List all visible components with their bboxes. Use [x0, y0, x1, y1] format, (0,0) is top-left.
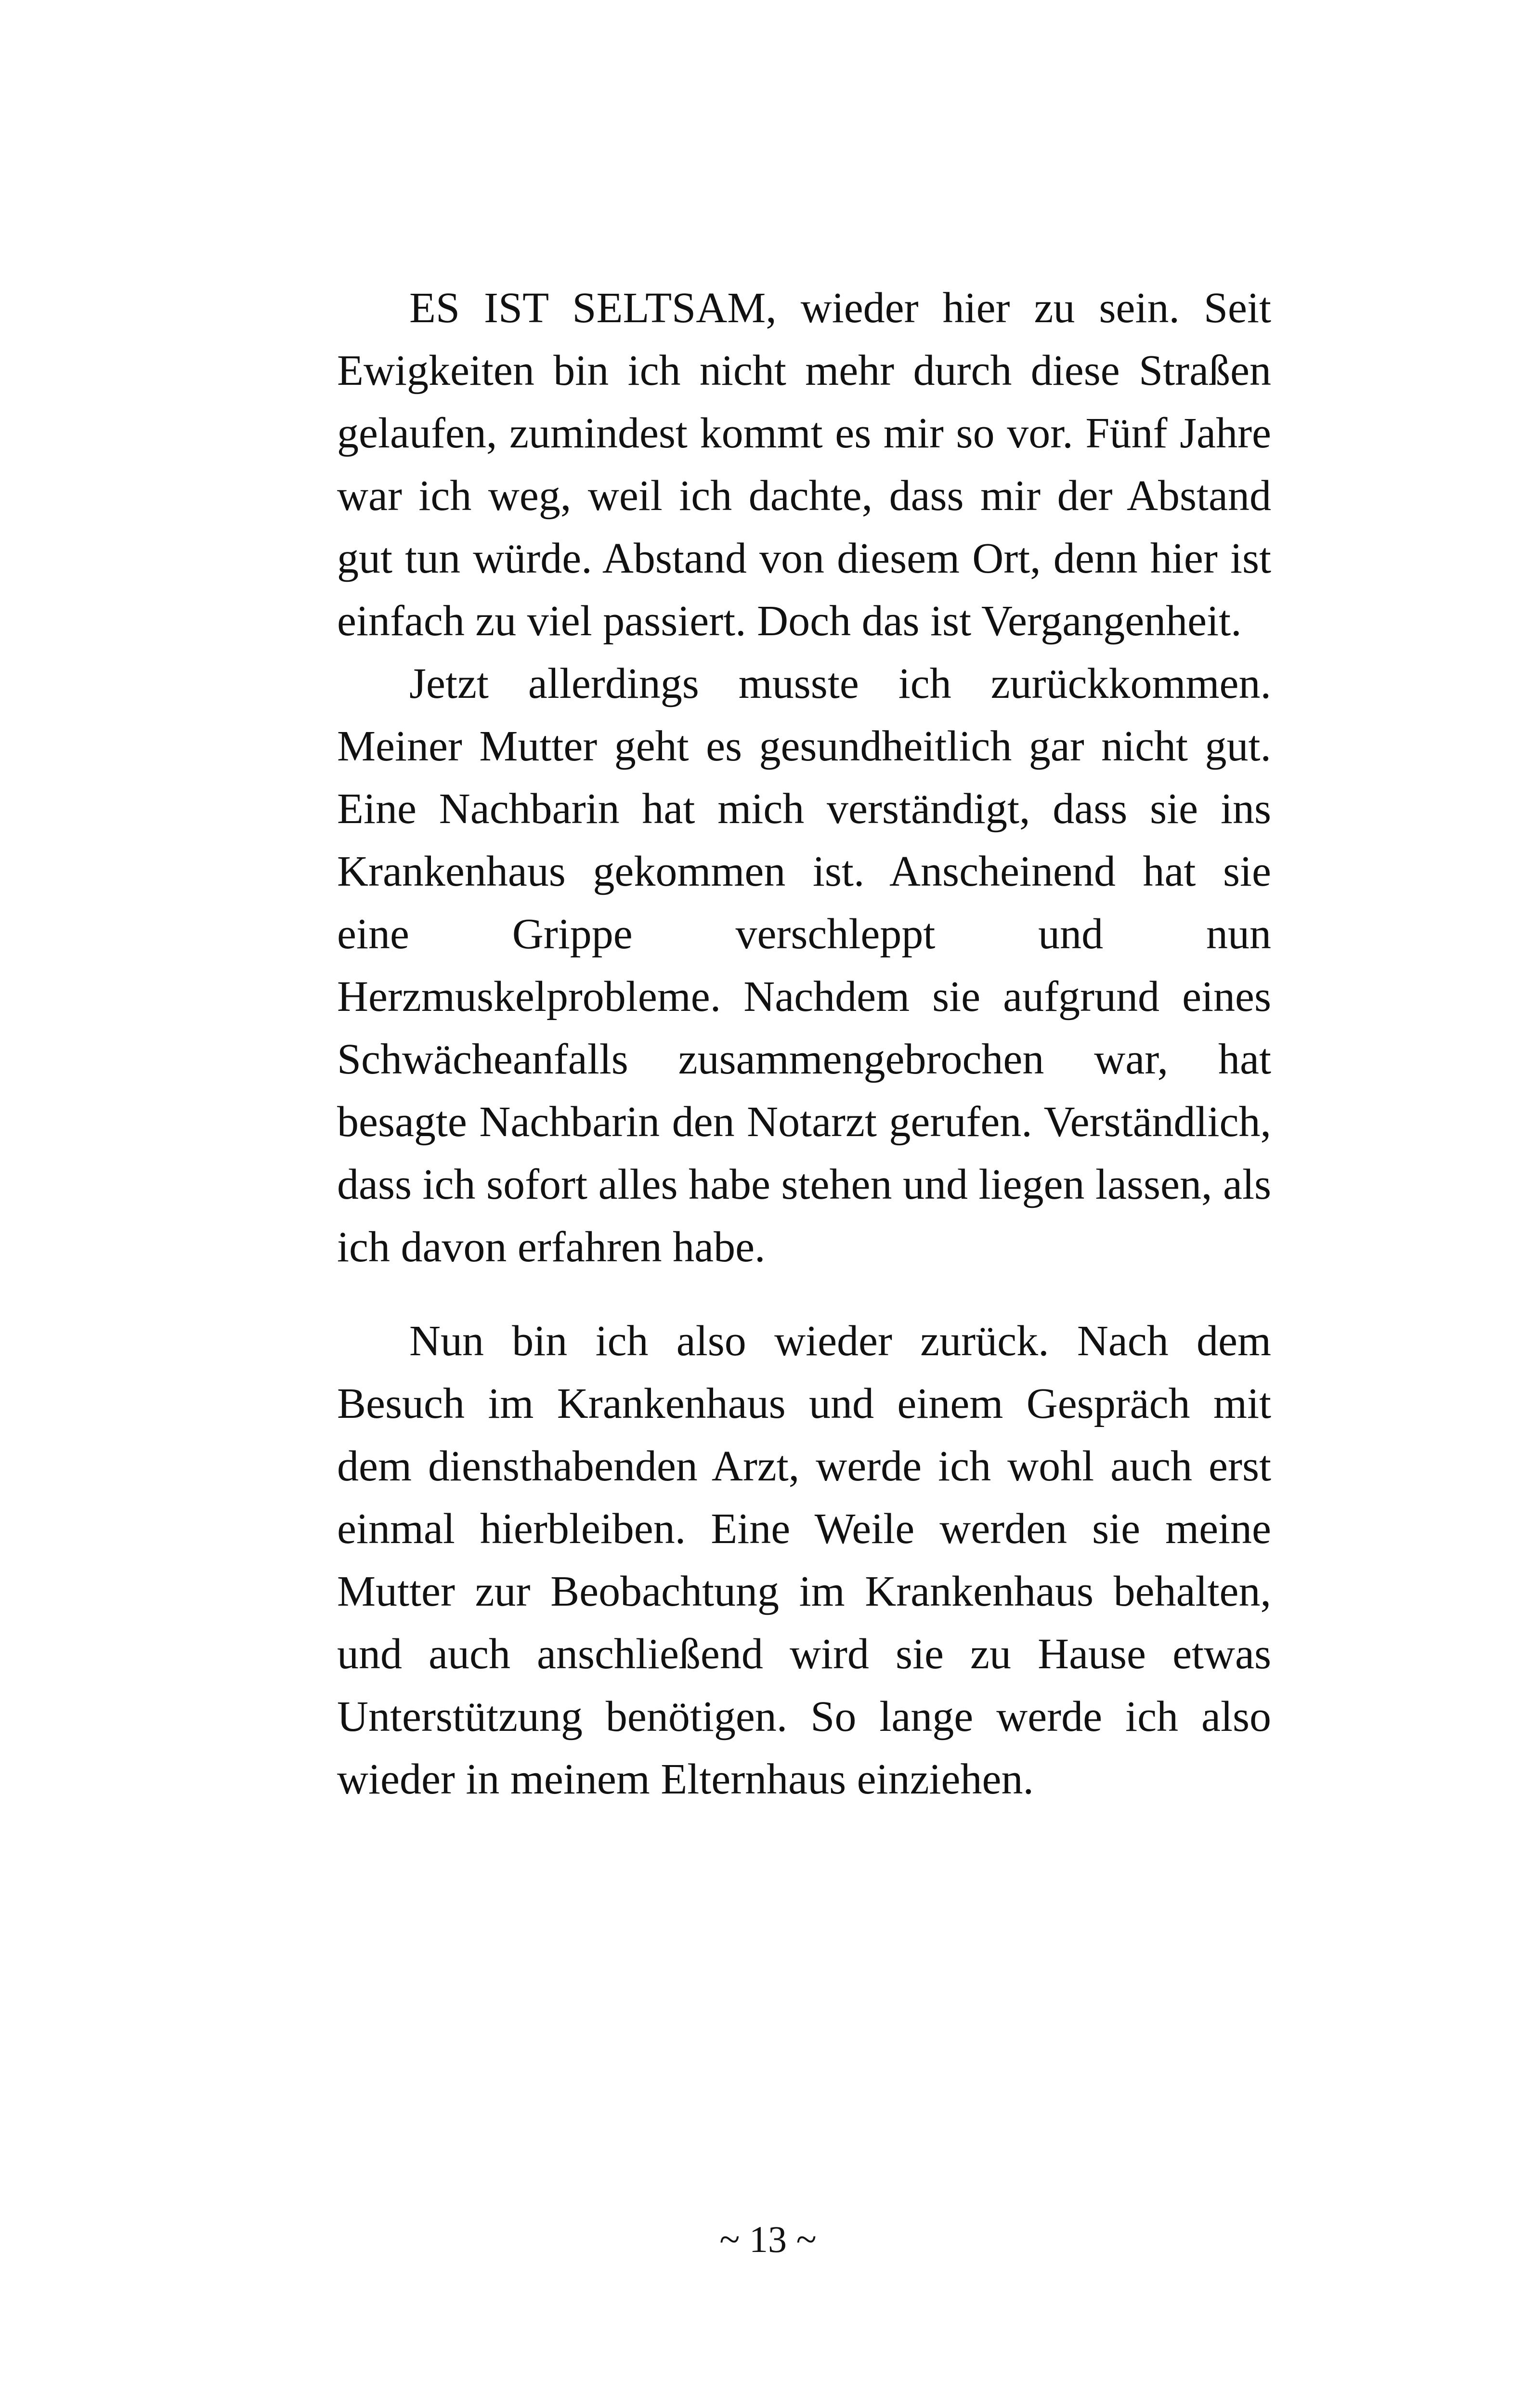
- paragraph-2: Jetzt allerdings musste ich zurückkommen. Meiner Mutter geht es gesundheitlich gar nicht gut. Eine Nachbarin hat mich verständigt, dass sie ins Krankenhaus gekommen ist. Anscheinend hat sie eine Grippe verschleppt und nun Herzmuskelprobleme. Nachdem sie aufgrund eines Schwächeanfalls zusammengebrochen war, hat besagte Nachbarin den Notarzt gerufen. Verständlich, dass ich sofort alles habe stehen und liegen lassen, als ich davon erfahren habe.: [337, 660, 1271, 1271]
- body-text: [337, 277, 1271, 1811]
- paragraph-1: ES IST SELTSAM, wieder hier zu sein. Seit Ewigkeiten bin ich nicht mehr durch diese Straßen gelaufen, zumindest kommt es mir so vor. Fünf Jahre war ich weg, weil ich dachte, dass mir der Abstand gut tun würde. Abstand von diesem Ort, denn hier ist einfach zu viel passiert. Doch das ist Vergangenheit.: [337, 284, 1271, 645]
- paragraph-3: Nun bin ich also wieder zurück. Nach dem Besuch im Krankenhaus und einem Gespräch mit dem diensthabenden Arzt, werde ich wohl auch erst einmal hierbleiben. Eine Weile werden sie meine Mutter zur Beobachtung im Krankenhaus behalten, und auch anschließend wird sie zu Hause etwas Unterstützung benötigen. So lange werde ich also wieder in meinem Elternhaus einziehen.: [337, 1317, 1271, 1803]
- page-number: ~ 13 ~: [719, 2218, 817, 2260]
